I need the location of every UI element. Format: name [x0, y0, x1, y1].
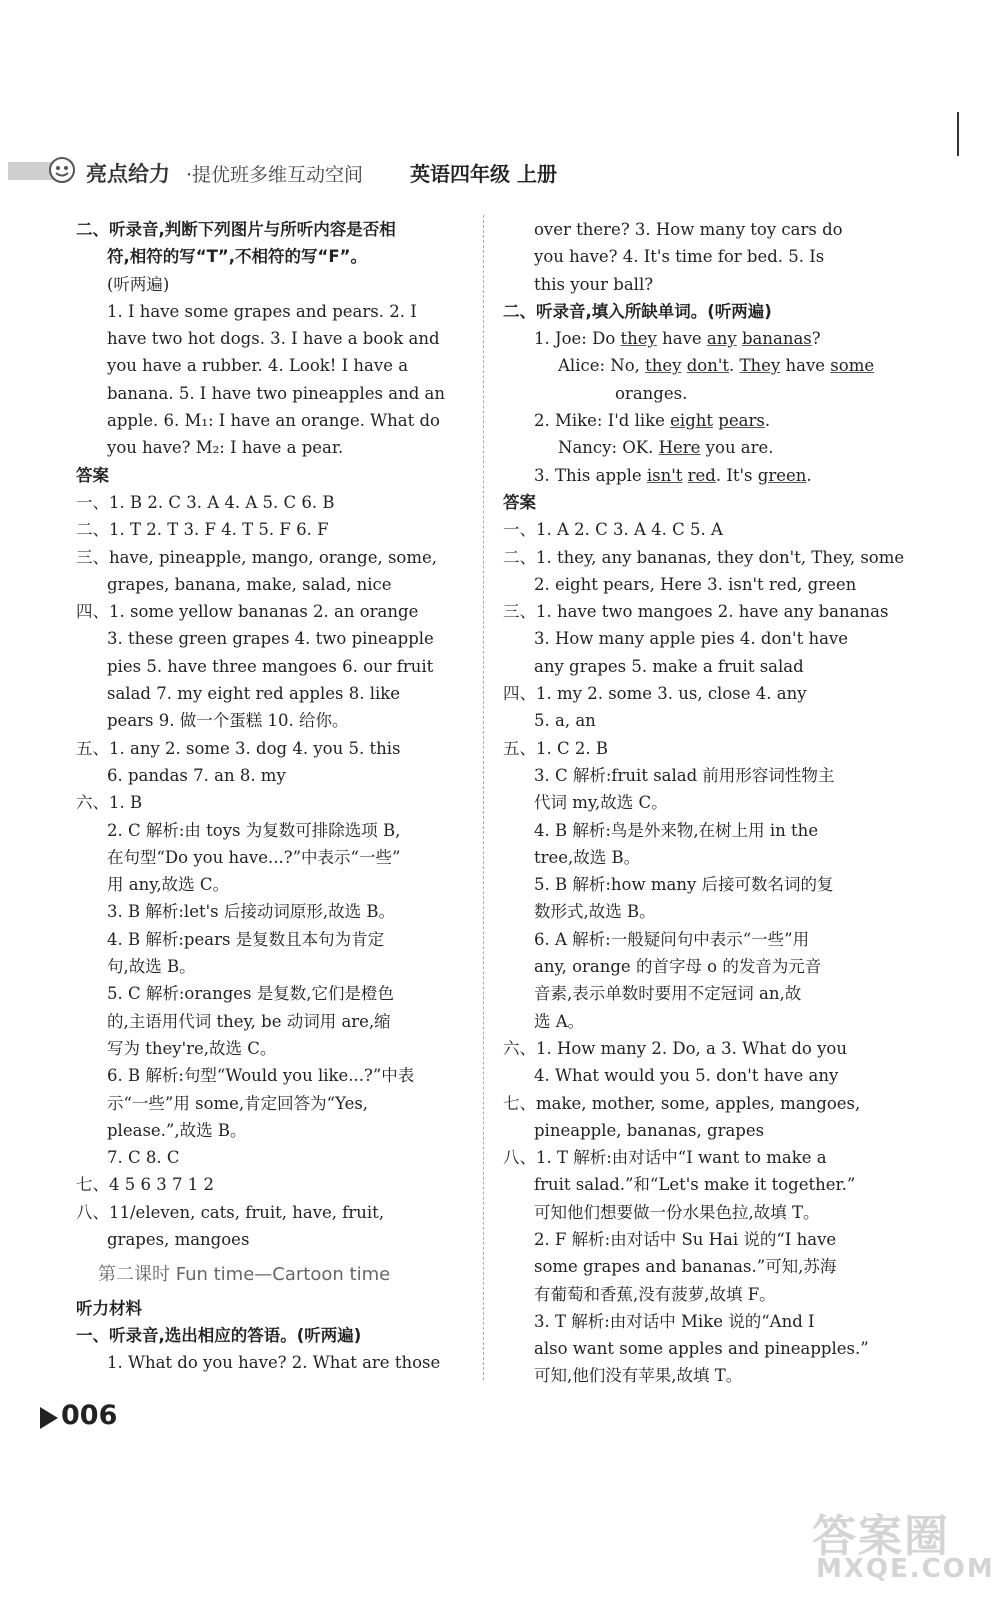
answer-line: 二、1. they, any bananas, they don't, They, some: [503, 547, 905, 567]
answer-line: 可知,他们没有苹果,故填 T。: [534, 1366, 743, 1386]
answer-line: 示“一些”用 some,肯定回答为“Yes,: [107, 1093, 369, 1113]
answer-line: 六、1. How many 2. Do, a 3. What do you: [503, 1038, 847, 1058]
text-line: 1. What do you have? 2. What are those: [107, 1353, 441, 1373]
answer-line: 一、1. A 2. C 3. A 4. C 5. A: [503, 520, 723, 540]
answer-line: 3. How many apple pies 4. don't have: [534, 629, 848, 649]
answer-line: 六、1. B: [76, 793, 143, 813]
text-line: you have? 4. It's time for bed. 5. Is: [534, 247, 825, 267]
answer-line: 4. B 解析:pears 是复数且本句为肯定: [107, 929, 385, 949]
text-line: apple. 6. M₁: I have an orange. What do: [107, 411, 440, 431]
section-note: (听两遍): [107, 274, 170, 294]
answer-line: 2. C 解析:由 toys 为复数可排除选项 B,: [107, 820, 401, 840]
filled-blank: eight: [670, 411, 714, 431]
filled-blank: Here: [658, 438, 701, 458]
answer-line: 6. pandas 7. an 8. my: [107, 765, 286, 785]
text-line: 1. I have some grapes and pears. 2. I: [107, 301, 417, 321]
dialog-text: . It's: [715, 465, 758, 485]
answer-line: some grapes and bananas.”可知,苏海: [534, 1257, 837, 1277]
answer-line: 4. B 解析:鸟是外来物,在树上用 in the: [534, 820, 819, 840]
answer-line: 七、make, mother, some, apples, mangoes,: [503, 1093, 861, 1113]
answer-line: pears 9. 做一个蛋糕 10. 给你。: [107, 711, 349, 731]
answer-line: 代词 my,故选 C。: [534, 793, 668, 813]
text-line: banana. 5. I have two pineapples and an: [107, 383, 445, 403]
answer-line: 二、1. T 2. T 3. F 4. T 5. F 6. F: [76, 520, 329, 540]
answer-line: 用 any,故选 C。: [107, 875, 229, 895]
filled-blank: bananas: [741, 329, 812, 349]
brand-logo-icon: [48, 156, 76, 184]
filled-blank: pears: [718, 411, 765, 431]
dialog-line: [503, 352, 898, 379]
answer-line: 的,主语用代词 they, be 动词用 are,缩: [107, 1011, 391, 1031]
answer-line: pies 5. have three mangoes 6. our fruit: [107, 656, 434, 676]
filled-blank: green: [757, 465, 807, 485]
answer-line: 5. C 解析:oranges 是复数,它们是橙色: [107, 984, 394, 1004]
right-column: [503, 216, 905, 1390]
page-arrow-icon: [40, 1407, 58, 1429]
dialog-line: [503, 434, 898, 461]
answer-line: 四、1. my 2. some 3. us, close 4. any: [503, 684, 807, 704]
watermark-url: MXQE.COM: [816, 1554, 995, 1584]
answer-line: please.”,故选 B。: [107, 1120, 247, 1140]
answer-line: 三、1. have two mangoes 2. have any bananas: [503, 602, 889, 622]
text-line: this your ball?: [534, 274, 654, 294]
text-line: over there? 3. How many toy cars do: [534, 220, 843, 239]
answer-line: 音素,表示单数时要用不定冠词 an,故: [534, 984, 802, 1004]
watermark-logo-text: 答案圈: [812, 1511, 950, 1562]
answer-line: grapes, mangoes: [107, 1229, 250, 1249]
page-header: [0, 150, 620, 190]
answer-line: salad 7. my eight red apples 8. like: [107, 684, 401, 704]
text-line: have two hot dogs. 3. I have a book and: [107, 329, 440, 349]
answer-line: 一、1. B 2. C 3. A 4. A 5. C 6. B: [76, 492, 335, 512]
dialog-text: ?: [811, 329, 821, 349]
dialog-text: Nancy: OK.: [558, 438, 659, 458]
answer-heading: 答案: [503, 492, 536, 512]
filled-blank: any: [706, 329, 737, 349]
answer-line: 五、1. C 2. B: [503, 738, 608, 758]
dialog-text: 2. Mike: I'd like: [534, 411, 671, 431]
dialog-line: [503, 462, 898, 489]
filled-blank: red: [687, 465, 716, 485]
edge-mark: [957, 112, 959, 156]
answer-line: 四、1. some yellow bananas 2. an orange: [76, 602, 419, 622]
section-title: 二、听录音,填入所缺单词。(听两遍): [503, 301, 772, 321]
dialog-text: 3. This apple: [534, 465, 647, 485]
dialog-text: 1. Joe: Do: [534, 329, 621, 349]
dialog-text: you are.: [700, 438, 774, 458]
dialog-line: [503, 325, 898, 352]
listening-heading: 听力材料: [76, 1298, 142, 1318]
answer-line: 八、1. T 解析:由对话中“I want to make a: [503, 1148, 827, 1168]
answer-line: 八、11/eleven, cats, fruit, have, fruit,: [76, 1202, 385, 1222]
dialog-line: [503, 407, 898, 434]
answer-line: 2. eight pears, Here 3. isn't red, green: [534, 574, 857, 594]
answer-heading: 答案: [76, 465, 109, 485]
answer-line: any, orange 的首字母 o 的发音为元音: [534, 957, 822, 977]
section-title: 一、听录音,选出相应的答语。(听两遍): [76, 1325, 362, 1345]
answer-line: pineapple, bananas, grapes: [534, 1120, 765, 1140]
answer-line: 七、4 5 6 3 7 1 2: [76, 1175, 214, 1195]
dialog-text: have: [780, 356, 831, 376]
dialog-text: have: [656, 329, 707, 349]
book-grade: 英语四年级 上册: [410, 162, 557, 186]
answer-line: 三、have, pineapple, mango, orange, some,: [76, 547, 438, 567]
answer-line: any grapes 5. make a fruit salad: [534, 656, 804, 676]
answer-line: also want some apples and pineapples.”: [534, 1339, 869, 1359]
filled-blank: don't: [686, 356, 730, 376]
answer-line: 4. What would you 5. don't have any: [534, 1066, 839, 1086]
answer-line: fruit salad.”和“Let's make it together.”: [534, 1175, 856, 1195]
filled-blank: They: [739, 356, 781, 376]
answer-line: 选 A。: [534, 1011, 585, 1031]
column-divider: [483, 215, 485, 1380]
answer-line: 句,故选 B。: [107, 957, 196, 977]
dialog-text: Alice: No,: [558, 356, 646, 376]
answer-line: 5. B 解析:how many 后接可数名词的复: [534, 875, 834, 895]
answer-line: tree,故选 B。: [534, 847, 641, 867]
left-column: [76, 216, 466, 1376]
lesson-title: 第二课时 Fun time—Cartoon time: [98, 1264, 391, 1286]
brand-subtitle: ·提优班多维互动空间: [186, 164, 364, 186]
answer-line: grapes, banana, make, salad, nice: [107, 574, 392, 594]
dialog-line: oranges.: [615, 383, 688, 403]
brand-name: 亮点给力: [86, 162, 170, 186]
answer-line: 6. B 解析:句型“Would you like...?”中表: [107, 1066, 415, 1086]
answer-line: 写为 they're,故选 C。: [107, 1038, 277, 1058]
filled-blank: they: [645, 356, 682, 376]
answer-line: 有葡萄和香蕉,没有菠萝,故填 F。: [534, 1284, 776, 1304]
answer-line: 2. F 解析:由对话中 Su Hai 说的“I have: [534, 1229, 837, 1249]
answer-line: 7. C 8. C: [107, 1148, 180, 1168]
answer-line: 可知他们想要做一份水果色拉,故填 T。: [534, 1202, 820, 1222]
dialog-text: .: [729, 356, 740, 376]
section-title: 二、听录音,判断下列图片与所听内容是否相: [76, 220, 396, 239]
text-line: you have? M₂: I have a pear.: [107, 438, 344, 458]
answer-line: 6. A 解析:一般疑问句中表示“一些”用: [534, 929, 810, 949]
answer-line: 3. T 解析:由对话中 Mike 说的“And I: [534, 1311, 815, 1331]
answer-line: 数形式,故选 B。: [534, 902, 656, 922]
dialog-text: .: [806, 465, 812, 485]
dialog-text: .: [764, 411, 771, 431]
answer-line: 5. a, an: [534, 711, 596, 731]
answer-line: 在句型“Do you have...?”中表示“一些”: [107, 847, 401, 867]
answer-line: 3. C 解析:fruit salad 前用形容词性物主: [534, 765, 835, 785]
answer-line: 五、1. any 2. some 3. dog 4. you 5. this: [76, 738, 401, 758]
section-title: 符,相符的写“T”,不相符的写“F”。: [107, 247, 367, 267]
filled-blank: isn't: [646, 465, 683, 485]
page-number-text: 006: [61, 1400, 118, 1431]
filled-blank: some: [830, 356, 875, 376]
answer-line: 3. these green grapes 4. two pineapple: [107, 629, 434, 649]
text-line: you have a rubber. 4. Look! I have a: [107, 356, 409, 376]
watermark: [812, 1500, 995, 1592]
answer-line: 3. B 解析:let's 后接动词原形,故选 B。: [107, 902, 395, 922]
filled-blank: they: [620, 329, 657, 349]
